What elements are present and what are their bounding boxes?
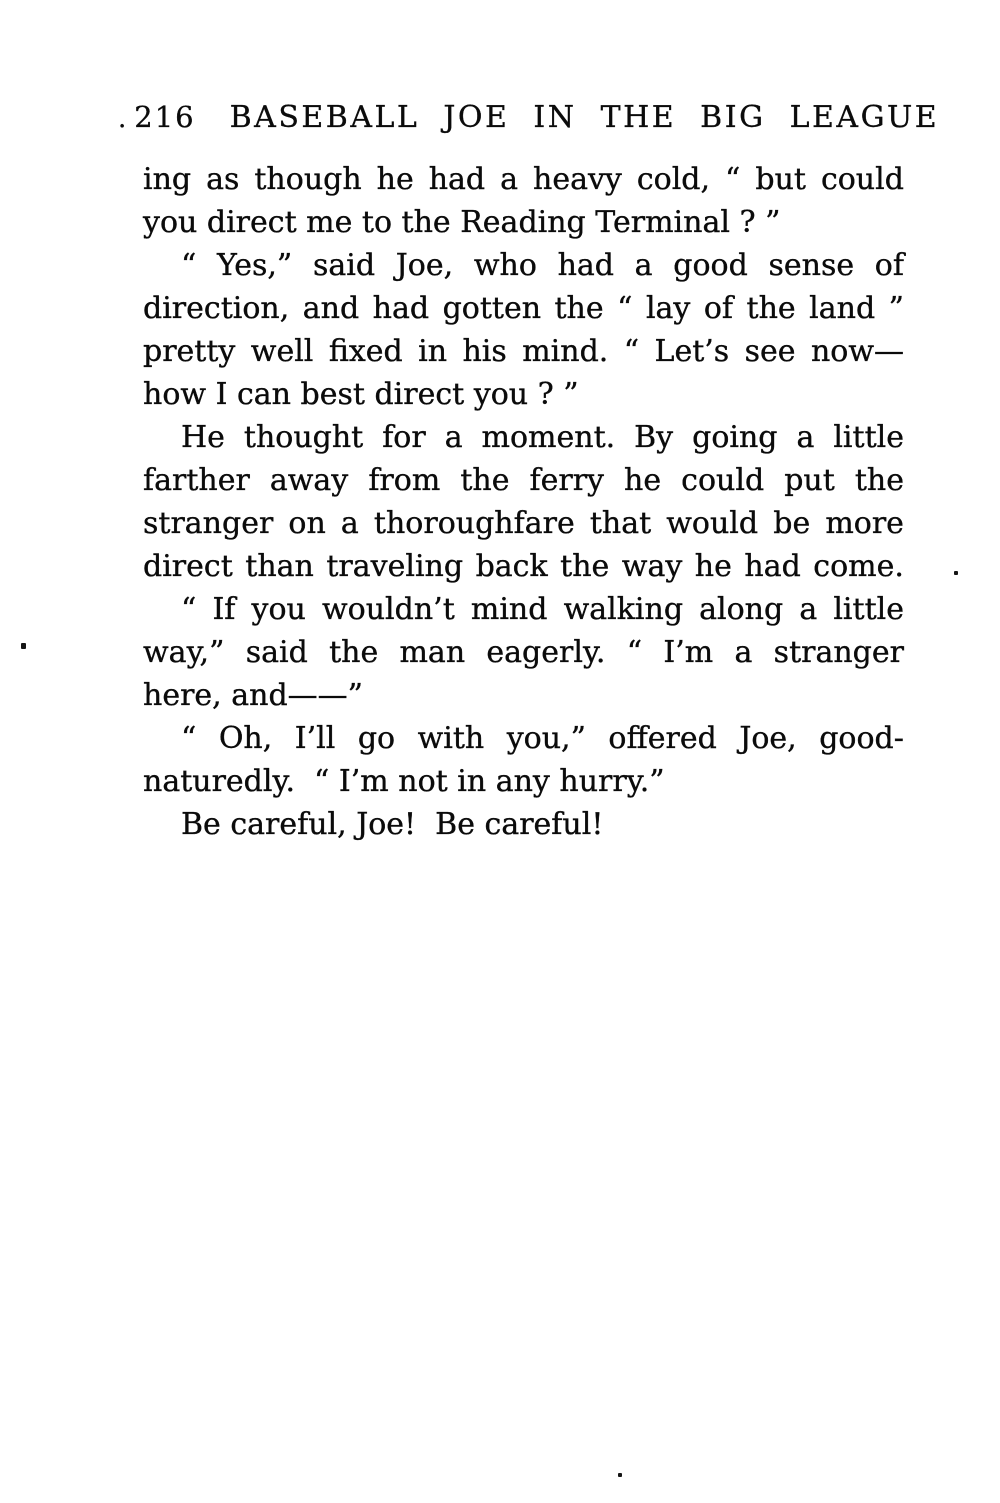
word: traveling [326, 549, 464, 584]
word: walking [563, 592, 684, 627]
text-line [143, 502, 904, 545]
word: and [302, 291, 360, 326]
word: By [634, 420, 674, 455]
word: now— [810, 334, 904, 369]
word: see [744, 334, 796, 369]
word: you,” [506, 721, 586, 756]
word: ferry [529, 463, 604, 498]
word: be [773, 506, 811, 541]
word: “ [181, 248, 197, 283]
word: moment. [481, 420, 616, 455]
word: you [251, 592, 306, 627]
word: than [245, 549, 314, 584]
word: “ [617, 291, 633, 326]
word: go [357, 721, 396, 756]
word: could [820, 162, 904, 197]
word: Joe, [395, 248, 454, 283]
text-line: Be careful, Joe! Be careful! [181, 807, 604, 842]
text-line [143, 158, 904, 201]
word: Oh, [218, 721, 273, 756]
word: the [554, 291, 604, 326]
word: I’m [663, 635, 714, 670]
text-line: you direct me to the Reading Terminal ? ” [143, 205, 781, 240]
word: well [250, 334, 314, 369]
text-line [143, 287, 904, 330]
word: direct [143, 549, 233, 584]
word: little [833, 420, 904, 455]
word: stranger [773, 635, 904, 670]
word: mind [470, 592, 548, 627]
word: heavy [533, 162, 622, 197]
word: a [444, 420, 463, 455]
text-line: how I can best direct you ? ” [143, 377, 579, 412]
word: as [206, 162, 240, 197]
word: the [329, 635, 379, 670]
word: ” [888, 291, 904, 326]
word: offered [608, 721, 717, 756]
word: Joe, [739, 721, 797, 756]
word: along [699, 592, 784, 627]
word: that [589, 506, 652, 541]
word: had [372, 291, 430, 326]
word: the [560, 549, 610, 584]
word: the [746, 291, 796, 326]
page-number: 216 [134, 100, 196, 134]
word: good- [819, 721, 904, 756]
word: of [703, 291, 734, 326]
word: cold, [636, 162, 711, 197]
word: lay [645, 291, 691, 326]
word: but [755, 162, 806, 197]
word: thought [243, 420, 364, 455]
word: who [473, 248, 537, 283]
word: a [634, 248, 653, 283]
word: a [340, 506, 359, 541]
word: way,” [143, 635, 225, 670]
word: thoroughfare [373, 506, 575, 541]
word: man [399, 635, 466, 670]
word: way [621, 549, 683, 584]
running-title: BASEBALL JOE IN THE BIG LEAGUE [229, 100, 940, 135]
word: little [833, 592, 904, 627]
word: he [694, 549, 732, 584]
word: wouldn’t [321, 592, 455, 627]
word: stranger [143, 506, 274, 541]
word: back [475, 549, 548, 584]
word: his [462, 334, 507, 369]
word: a [500, 162, 519, 197]
scan-speck [618, 1473, 622, 1477]
word: he [376, 162, 414, 197]
word: ing [143, 162, 192, 197]
word: from [368, 463, 441, 498]
word: though [254, 162, 362, 197]
margin-dot: . [118, 104, 127, 134]
text-line [143, 545, 904, 588]
word: “ [181, 721, 197, 756]
text-line [181, 588, 904, 631]
text-line: naturedly. “ I’m not in any hurry.” [143, 764, 665, 799]
word: put [784, 463, 835, 498]
word: “ [626, 635, 643, 670]
word: with [417, 721, 485, 756]
word: a [799, 592, 818, 627]
word: going [692, 420, 778, 455]
word: Yes,” [217, 248, 293, 283]
word: land [809, 291, 876, 326]
word: farther [143, 463, 250, 498]
word: mind. [522, 334, 609, 369]
word: would [666, 506, 759, 541]
word: “ [181, 592, 197, 627]
word: eagerly. [486, 635, 606, 670]
word: had [557, 248, 614, 283]
word: more [825, 506, 904, 541]
text-line [143, 631, 904, 674]
text-line [143, 330, 904, 373]
word: on [288, 506, 326, 541]
text-line [181, 717, 904, 760]
word: had [428, 162, 486, 197]
word: come. [813, 549, 904, 584]
word: he [624, 463, 662, 498]
word: good [673, 248, 748, 283]
word: away [269, 463, 349, 498]
word: Let’s [654, 334, 730, 369]
scan-speck [954, 571, 958, 575]
word: gotten [442, 291, 542, 326]
word: direction, [143, 291, 290, 326]
word: a [796, 420, 815, 455]
word: the [854, 463, 904, 498]
word: had [744, 549, 801, 584]
word: sense [768, 248, 855, 283]
scan-speck [21, 643, 26, 649]
word: said [245, 635, 308, 670]
text-line [143, 459, 904, 502]
text-line [181, 416, 904, 459]
text-line: here, and——” [143, 678, 363, 713]
word: in [418, 334, 448, 369]
word: pretty [143, 334, 236, 369]
running-header [118, 96, 940, 139]
word: of [874, 248, 904, 283]
text-column [143, 158, 904, 846]
word: a [734, 635, 753, 670]
word: for [382, 420, 426, 455]
word: could [681, 463, 765, 498]
word: He [181, 420, 225, 455]
word: I’ll [294, 721, 336, 756]
word: the [460, 463, 510, 498]
word: said [312, 248, 376, 283]
word: “ [623, 334, 640, 369]
text-line [181, 244, 904, 287]
word: “ [725, 162, 741, 197]
word: If [212, 592, 236, 627]
word: fixed [328, 334, 403, 369]
